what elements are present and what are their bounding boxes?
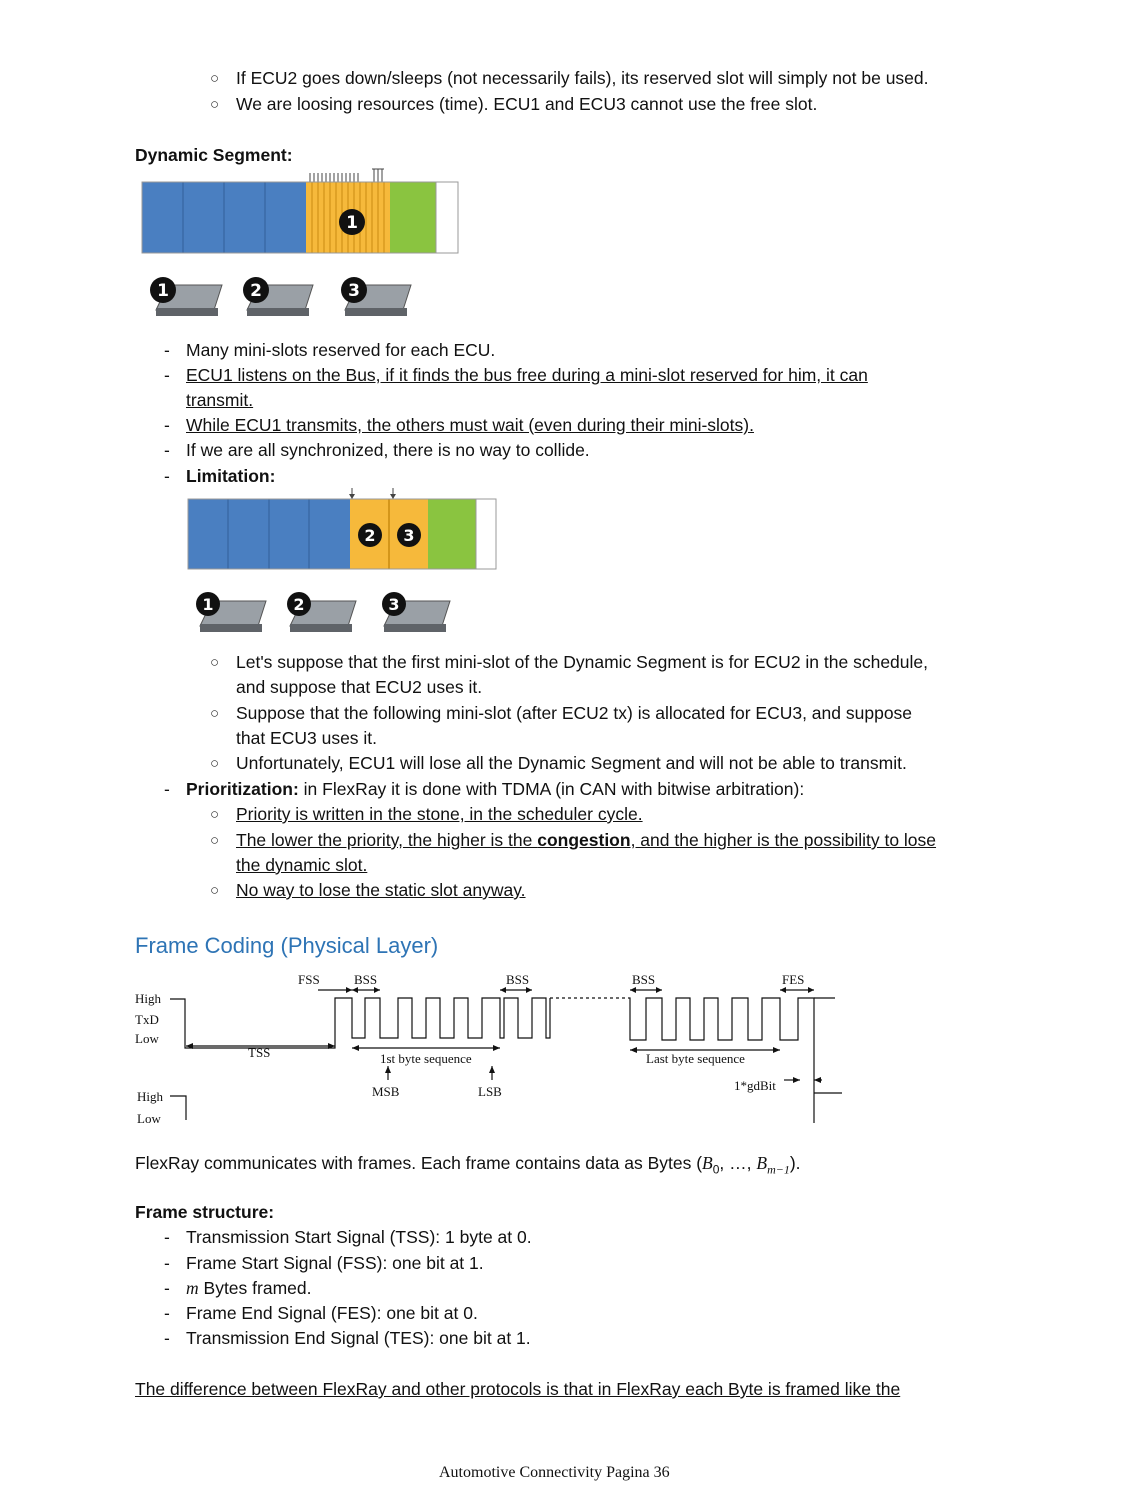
fig1-marker: 1 bbox=[346, 213, 358, 233]
diagram-low: Low bbox=[135, 1031, 159, 1046]
ecu-device-3 bbox=[382, 592, 450, 632]
diagram-txd: TxD bbox=[135, 1012, 159, 1027]
limitation-figure bbox=[184, 486, 504, 636]
structure-item-2: Frame Start Signal (FSS): one bit at 1. bbox=[186, 1253, 484, 1273]
bullet-circle: ○ bbox=[210, 806, 220, 823]
lim-bullet-2: Suppose that the following mini-slot (after ECU2 tx) is allocated for ECU3, and suppose bbox=[236, 703, 913, 723]
ecu-device-1 bbox=[150, 277, 222, 316]
frame-intro bbox=[135, 1151, 801, 1183]
diagram-lsb: LSB bbox=[478, 1084, 502, 1099]
lim-bullet-1: Let's suppose that the first mini-slot of the Dynamic Segment is for ECU2 in the schedule, bbox=[236, 652, 929, 672]
ecu-device-2 bbox=[287, 592, 356, 632]
dyn-bullet-2-cont: transmit. bbox=[186, 390, 254, 410]
diagram-gdbit: 1*gdBit bbox=[734, 1078, 776, 1093]
dynamic-segment-title: Dynamic Segment: bbox=[135, 145, 293, 165]
dash-bullet: - bbox=[164, 1253, 170, 1273]
var-bm: B bbox=[756, 1153, 768, 1173]
bullet-circle: ○ bbox=[210, 882, 220, 899]
prio-bullet-2-cont: the dynamic slot. bbox=[236, 855, 368, 875]
diagram-fss: FSS bbox=[298, 972, 320, 987]
prio-bullet-2 bbox=[236, 828, 936, 853]
frame-intro-text: FlexRay communicates with frames. Each frame contains data as Bytes ( bbox=[135, 1153, 703, 1173]
dyn-bullet-4: If we are all synchronized, there is no way to collide. bbox=[186, 440, 590, 460]
dash-bullet: - bbox=[164, 340, 170, 360]
fig2-marker-2: 2 bbox=[364, 526, 376, 545]
diagram-msb: MSB bbox=[372, 1084, 400, 1099]
var-m: m bbox=[186, 1278, 199, 1298]
ecu-device-1 bbox=[196, 592, 266, 632]
diagram-bss-2: BSS bbox=[506, 972, 530, 987]
ecu-label-3: 3 bbox=[388, 595, 400, 614]
prioritization-line bbox=[186, 777, 804, 802]
diagram-bss-1: BSS bbox=[354, 972, 378, 987]
dash-bullet: - bbox=[164, 1303, 170, 1323]
page-footer: Automotive Connectivity Pagina 36 bbox=[439, 1464, 670, 1481]
frame-intro-end: ). bbox=[789, 1153, 801, 1173]
diagram-bss-3: BSS bbox=[632, 972, 656, 987]
structure-item-3-text: Bytes framed. bbox=[203, 1278, 312, 1298]
dyn-bullet-3: While ECU1 transmits, the others must wait (even during their mini-slots). bbox=[186, 415, 754, 435]
dynamic-segment-figure bbox=[138, 165, 468, 325]
dash-bullet: - bbox=[164, 466, 170, 486]
diagram-high: High bbox=[135, 991, 161, 1006]
prio-bullet-2-a: The lower the priority, the higher is the bbox=[236, 830, 538, 850]
frame-structure-title: Frame structure: bbox=[135, 1202, 275, 1222]
prio-bullet-3: No way to lose the static slot anyway. bbox=[236, 880, 526, 900]
top-bullet-2: We are loosing resources (time). ECU1 and ECU3 cannot use the free slot. bbox=[236, 94, 818, 114]
dash-bullet: - bbox=[164, 1328, 170, 1348]
frame-coding-heading: Frame Coding (Physical Layer) bbox=[135, 933, 439, 958]
ecu-label-3: 3 bbox=[348, 281, 360, 301]
structure-item-3 bbox=[186, 1276, 311, 1301]
ecu-device-3 bbox=[341, 277, 411, 316]
dash-bullet: - bbox=[164, 440, 170, 460]
lim-bullet-3: Unfortunately, ECU1 will lose all the Dynamic Segment and will not be able to transmit. bbox=[236, 753, 907, 773]
ecu-label-2: 2 bbox=[293, 595, 305, 614]
ecu-label-1: 1 bbox=[157, 281, 169, 301]
structure-item-5: Transmission End Signal (TES): one bit at 1. bbox=[186, 1328, 531, 1348]
frame-intro-mid: , …, bbox=[719, 1153, 757, 1173]
ecu-device-2 bbox=[243, 277, 313, 316]
prio-bullet-1: Priority is written in the stone, in the scheduler cycle. bbox=[236, 804, 643, 824]
diagram-last-byte: Last byte sequence bbox=[646, 1051, 745, 1066]
var-b0: B bbox=[702, 1153, 713, 1173]
frame-coding-diagram bbox=[130, 968, 850, 1128]
limitation-label: Limitation: bbox=[186, 466, 276, 486]
bullet-circle: ○ bbox=[210, 70, 220, 87]
diagram-fes: FES bbox=[782, 972, 805, 987]
dash-bullet: - bbox=[164, 365, 170, 385]
prioritization-text: in FlexRay it is done with TDMA (in CAN with bitwise arbitration): bbox=[298, 779, 805, 799]
prioritization-label: Prioritization: bbox=[186, 779, 299, 799]
structure-item-4: Frame End Signal (FES): one bit at 0. bbox=[186, 1303, 478, 1323]
bullet-circle: ○ bbox=[210, 832, 220, 849]
difference-text: The difference between FlexRay and other protocols is that in FlexRay each Byte is framed like the bbox=[135, 1379, 901, 1399]
dash-bullet: - bbox=[164, 1227, 170, 1247]
bullet-circle: ○ bbox=[210, 755, 220, 772]
ecu-label-1: 1 bbox=[202, 595, 214, 614]
bullet-circle: ○ bbox=[210, 654, 220, 671]
var-b0-sub: 0 bbox=[712, 1162, 720, 1177]
diagram-first-byte: 1st byte sequence bbox=[380, 1051, 472, 1066]
dash-bullet: - bbox=[164, 779, 170, 799]
diagram-tss: TSS bbox=[248, 1045, 271, 1060]
dash-bullet: - bbox=[164, 1278, 170, 1298]
var-bm-sub: m−1 bbox=[767, 1162, 790, 1177]
diagram-high-2: High bbox=[137, 1089, 163, 1104]
dyn-bullet-1: Many mini-slots reserved for each ECU. bbox=[186, 340, 496, 360]
lim-bullet-1-cont: and suppose that ECU2 uses it. bbox=[236, 677, 483, 697]
fig2-marker-3: 3 bbox=[403, 526, 415, 545]
diagram-low-2: Low bbox=[137, 1111, 161, 1126]
dash-bullet: - bbox=[164, 415, 170, 435]
structure-item-1: Transmission Start Signal (TSS): 1 byte at 0. bbox=[186, 1227, 532, 1247]
bullet-circle: ○ bbox=[210, 96, 220, 113]
bullet-circle: ○ bbox=[210, 705, 220, 722]
top-bullet-1: If ECU2 goes down/sleeps (not necessarily fails), its reserved slot will simply not be used. bbox=[236, 68, 929, 88]
lim-bullet-2-cont: that ECU3 uses it. bbox=[236, 728, 378, 748]
ecu-label-2: 2 bbox=[250, 281, 262, 301]
prio-bullet-2-c: , and the higher is the possibility to lose bbox=[630, 830, 937, 850]
dyn-bullet-2: ECU1 listens on the Bus, if it finds the bus free during a mini-slot reserved for him, it can bbox=[186, 365, 868, 385]
congestion-word: congestion bbox=[537, 830, 631, 850]
